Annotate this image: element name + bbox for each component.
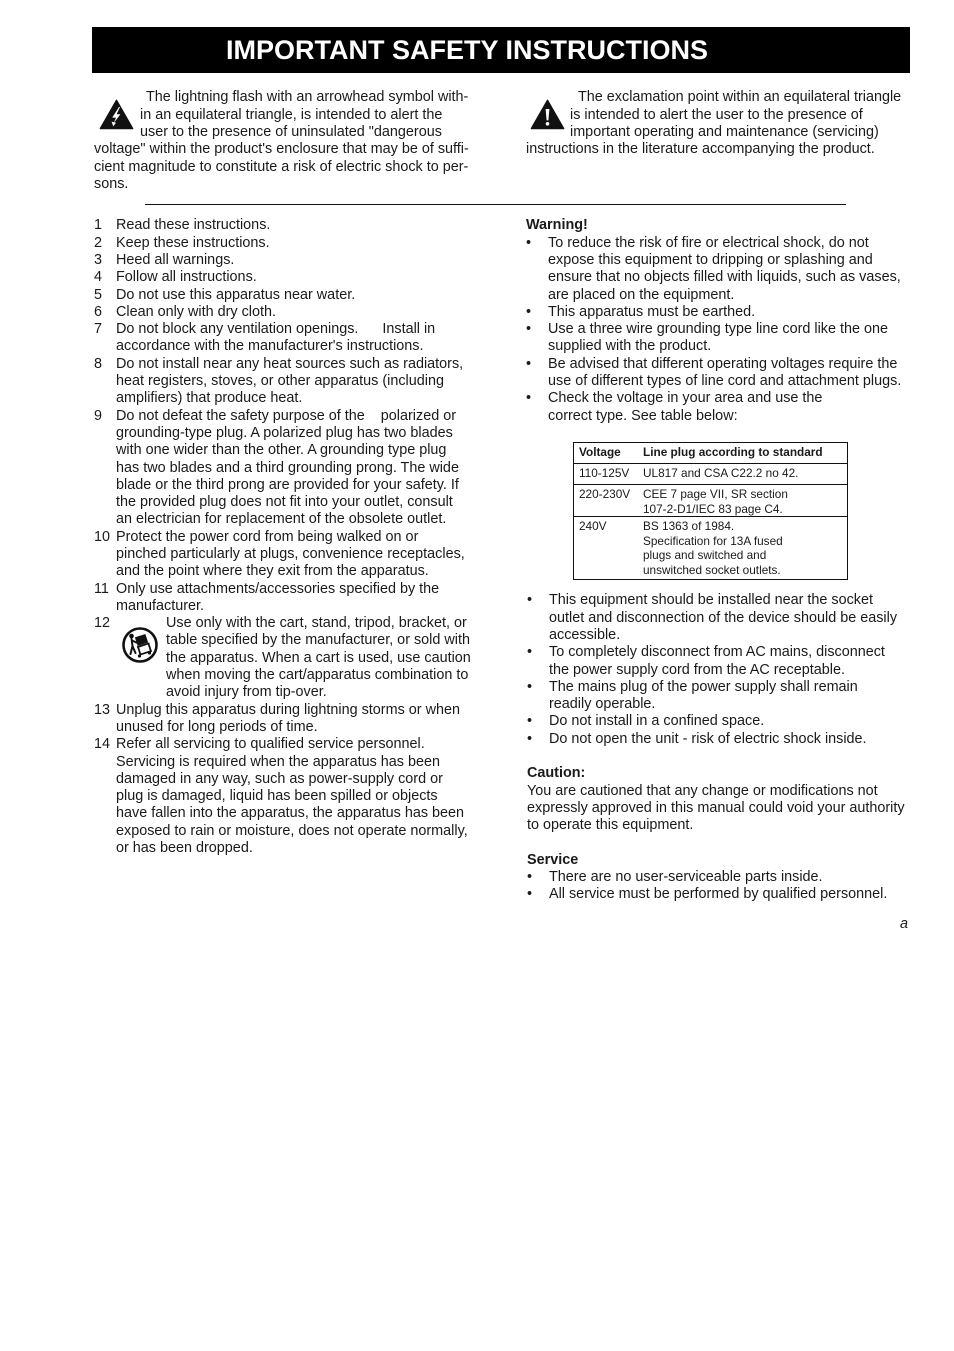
- text-line: instructions in the literature accompanying the product.: [526, 141, 875, 158]
- instruction-number: 2: [94, 234, 103, 251]
- instruction-number: 10: [94, 528, 111, 545]
- section-divider: [145, 204, 846, 205]
- instruction-item: [94, 581, 479, 616]
- text-line: correct type. See table below:: [548, 407, 738, 424]
- bullet-item: [527, 644, 922, 679]
- table-cell-plug: CEE 7 page VII, SR section: [643, 487, 788, 501]
- text-line: Servicing is required when the apparatus has been: [116, 753, 440, 770]
- service-list: [527, 869, 922, 904]
- bullet-point: •: [527, 678, 533, 695]
- instruction-number: 4: [94, 269, 103, 286]
- service-heading: Service: [527, 851, 579, 868]
- text-line: has two blades and a third grounding prong. The wide: [116, 459, 459, 476]
- bullet-item: [526, 235, 921, 304]
- table-header-plug: Line plug according to standard: [643, 445, 823, 459]
- text-line: You are cautioned that any change or modifications not: [527, 782, 878, 799]
- bullet-item: [527, 869, 922, 886]
- spacer: [527, 835, 922, 852]
- text-line: This equipment should be installed near the socket: [549, 592, 873, 609]
- text-line: voltage" within the product's enclosure that may be of suffi-: [94, 141, 469, 158]
- instruction-text: [116, 356, 479, 408]
- instruction-text: [166, 615, 479, 701]
- instruction-number: 1: [94, 217, 103, 234]
- text-line: Follow all instructions.: [116, 269, 257, 286]
- text-line: manufacturer.: [116, 597, 204, 614]
- bullet-item: [527, 713, 922, 730]
- text-line: table specified by the manufacturer, or sold with: [166, 632, 470, 649]
- text-line: readily operable.: [549, 696, 656, 713]
- text-line: Protect the power cord from being walked on or: [116, 528, 419, 545]
- lightning-symbol-paragraph: [94, 89, 484, 193]
- instruction-item: [94, 356, 479, 408]
- instruction-number: 11: [94, 580, 109, 597]
- instruction-text: [116, 702, 479, 737]
- instruction-number: 13: [94, 701, 111, 718]
- instruction-text: [116, 287, 479, 304]
- text-line: the provided plug does not fit into your outlet, consult: [116, 494, 453, 511]
- text-line: heat registers, stoves, or other apparatus (including: [116, 373, 444, 390]
- text-line: There are no user-serviceable parts inside.: [549, 869, 823, 886]
- text-line: Clean only with dry cloth.: [116, 303, 276, 320]
- instruction-text: [116, 217, 479, 234]
- bullet-point: •: [527, 592, 533, 609]
- text-line: Use only with the cart, stand, tripod, bracket, or: [166, 615, 467, 632]
- bullet-item: [526, 321, 921, 356]
- text-line: The exclamation point within an equilateral triangle: [578, 89, 902, 106]
- header-bar: [92, 27, 910, 73]
- text-line: To reduce the risk of fire or electrical shock, do not: [548, 234, 869, 251]
- text-line: when moving the cart/apparatus combination to: [166, 667, 469, 684]
- instruction-item: [94, 321, 479, 356]
- bullet-point: •: [526, 321, 532, 338]
- bullet-point: •: [527, 869, 533, 886]
- voltage-table: [573, 442, 848, 580]
- bullet-item: [526, 390, 921, 425]
- bullet-item: [527, 731, 922, 748]
- instruction-number: 3: [94, 251, 103, 268]
- text-line: use of different types of line cord and attachment plugs.: [548, 373, 902, 390]
- bullet-item: [527, 886, 922, 903]
- instruction-text: [116, 736, 479, 857]
- text-line: exposed to rain or moisture, does not operate normally,: [116, 822, 468, 839]
- text-line: This apparatus must be earthed.: [548, 303, 756, 320]
- instruction-item: [94, 615, 479, 701]
- text-line: an electrician for replacement of the obsolete outlet.: [116, 511, 447, 528]
- text-line: with one wider than the other. A grounding type plug: [116, 442, 447, 459]
- text-line: in an equilateral triangle, is intended to alert the: [140, 106, 443, 123]
- text-line: Use a three wire grounding type line cord like the one: [548, 321, 888, 338]
- instruction-number: 12: [94, 615, 111, 632]
- exclamation-symbol-paragraph: [526, 89, 916, 158]
- instruction-item: [94, 287, 479, 304]
- bullet-item: [526, 356, 921, 391]
- bullet-point: •: [526, 303, 532, 320]
- text-line: damaged in any way, such as power-supply cord or: [116, 770, 443, 787]
- text-line: The mains plug of the power supply shall remain: [549, 678, 858, 695]
- text-line: Refer all servicing to qualified service personnel.: [116, 736, 425, 753]
- instruction-item: [94, 235, 479, 252]
- text-line: Be advised that different operating voltages require the: [548, 355, 898, 372]
- table-row: [574, 517, 847, 579]
- text-line: Do not use this apparatus near water.: [116, 286, 356, 303]
- text-line: the power supply cord from the AC receptable.: [549, 661, 845, 678]
- text-line: amplifiers) that produce heat.: [116, 390, 303, 407]
- instruction-text: [116, 581, 479, 616]
- text-line: plug is damaged, liquid has been spilled or objects: [116, 788, 438, 805]
- bullet-item: [527, 679, 922, 714]
- warning-heading: Warning!: [526, 217, 588, 234]
- instruction-number: 14: [94, 736, 111, 753]
- text-line: Unplug this apparatus during lightning storms or when: [116, 701, 460, 718]
- instruction-text: [116, 304, 479, 321]
- caution-heading: Caution:: [527, 765, 586, 782]
- table-cell-voltage: 240V: [579, 519, 607, 533]
- text-line: Keep these instructions.: [116, 234, 270, 251]
- bullet-point: •: [526, 390, 532, 407]
- bullet-text: [549, 679, 922, 714]
- bullet-text: [548, 390, 921, 425]
- instruction-item: [94, 736, 479, 857]
- bullet-text: [549, 713, 922, 730]
- instruction-text: [116, 252, 479, 269]
- installation-list: [527, 592, 922, 748]
- instruction-text: [116, 408, 479, 529]
- spacer: [527, 748, 922, 765]
- bullet-text: [548, 321, 921, 356]
- instruction-item: [94, 217, 479, 234]
- bullet-point: •: [527, 644, 533, 661]
- bullet-text: [549, 886, 922, 903]
- instruction-number: 5: [94, 286, 103, 303]
- text-line: expressly approved in this manual could void your authority: [527, 799, 905, 816]
- instruction-list: [94, 217, 479, 857]
- instruction-number: 7: [94, 321, 103, 338]
- table-cell-plug: BS 1363 of 1984.: [643, 519, 735, 533]
- text-line: Do not open the unit - risk of electric shock inside.: [549, 730, 867, 747]
- text-line: user to the presence of uninsulated "dangerous: [140, 123, 442, 140]
- warning-section: [526, 217, 921, 425]
- text-line: sons.: [94, 175, 129, 192]
- instruction-item: [94, 269, 479, 286]
- instruction-text: [116, 529, 479, 581]
- text-line: the apparatus. When a cart is used, use caution: [166, 649, 471, 666]
- instruction-text: [116, 321, 479, 356]
- instruction-number: 8: [94, 355, 103, 372]
- text-line: accessible.: [549, 626, 621, 643]
- text-line: supplied with the product.: [548, 338, 712, 355]
- text-line: Check the voltage in your area and use the: [548, 390, 823, 407]
- bullet-point: •: [527, 886, 533, 903]
- text-line: accordance with the manufacturer's instructions.: [116, 338, 424, 355]
- instruction-item: [94, 304, 479, 321]
- bullet-item: [527, 592, 922, 644]
- text-line: The lightning flash with an arrowhead symbol with-: [146, 89, 469, 106]
- text-line: avoid injury from tip-over.: [166, 684, 327, 701]
- text-line: and the point where they exit from the apparatus.: [116, 563, 429, 580]
- table-cell-plug: plugs and switched and: [643, 548, 767, 563]
- text-line: ensure that no objects filled with liquids, such as vases,: [548, 269, 901, 286]
- bullet-point: •: [527, 713, 533, 730]
- instruction-text: [116, 235, 479, 252]
- text-line: Do not install in a confined space.: [549, 713, 765, 730]
- text-line: have fallen into the apparatus, the apparatus has been: [116, 805, 465, 822]
- bullet-item: [526, 304, 921, 321]
- bullet-text: [548, 304, 921, 321]
- bullet-text: [548, 235, 921, 304]
- text-line: Do not block any ventilation openings. Install in: [116, 321, 436, 338]
- bullet-point: •: [527, 730, 533, 747]
- installation-section: [527, 592, 922, 903]
- page-marker: a: [900, 916, 909, 933]
- bullet-text: [549, 731, 922, 748]
- text-line: to operate this equipment.: [527, 817, 694, 834]
- table-header-row: [574, 443, 847, 464]
- text-line: To completely disconnect from AC mains, disconnect: [549, 644, 885, 661]
- bullet-text: [548, 356, 921, 391]
- table-cell-voltage: 110-125V: [579, 466, 630, 480]
- text-line: unused for long periods of time.: [116, 718, 318, 735]
- table-row: [574, 464, 847, 485]
- text-line: expose this equipment to dripping or splashing and: [548, 251, 873, 268]
- instruction-text: [116, 269, 479, 286]
- text-line: Heed all warnings.: [116, 251, 235, 268]
- page-title: IMPORTANT SAFETY INSTRUCTIONS: [226, 35, 709, 65]
- bullet-text: [549, 869, 922, 886]
- bullet-text: [549, 644, 922, 679]
- text-line: Do not install near any heat sources such as radiators,: [116, 355, 464, 372]
- instruction-item: [94, 529, 479, 581]
- table-cell-plug: unswitched socket outlets.: [643, 562, 781, 577]
- instruction-number: 6: [94, 303, 103, 320]
- text-line: All service must be performed by qualified personnel.: [549, 886, 888, 903]
- instruction-item: [94, 408, 479, 529]
- text-line: or has been dropped.: [116, 840, 253, 857]
- instruction-number: 9: [94, 407, 103, 424]
- instruction-item: [94, 252, 479, 269]
- table-cell-voltage: 220-230V: [579, 487, 631, 501]
- text-line: Read these instructions.: [116, 217, 271, 234]
- table-cell-plug: UL817 and CSA C22.2 no 42.: [643, 466, 799, 480]
- bullet-text: [549, 592, 922, 644]
- warning-list: [526, 235, 921, 425]
- cart-tip-over-icon: [120, 624, 160, 664]
- text-line: cient magnitude to constitute a risk of electric shock to per-: [94, 158, 469, 175]
- text-line: are placed on the equipment.: [548, 286, 735, 303]
- table-cell-plug: Specification for 13A fused: [643, 533, 783, 548]
- text-line: Only use attachments/accessories specified by the: [116, 580, 440, 597]
- text-line: pinched particularly at plugs, convenience receptacles,: [116, 545, 465, 562]
- table-header-voltage: Voltage: [579, 445, 621, 459]
- bullet-point: •: [526, 355, 532, 372]
- text-line: blade or the third prong are provided for your safety. If: [116, 476, 459, 493]
- text-line: grounding-type plug. A polarized plug has two blades: [116, 424, 453, 441]
- table-cell-plug: 107-2-D1/IEC 83 page C4.: [643, 501, 783, 516]
- text-line: Do not defeat the safety purpose of the polarized or: [116, 407, 456, 424]
- caution-text: [527, 783, 922, 835]
- text-line: is intended to alert the user to the presence of: [570, 106, 863, 123]
- instruction-item: [94, 702, 479, 737]
- bullet-point: •: [526, 234, 532, 251]
- table-row: [574, 485, 847, 517]
- text-line: important operating and maintenance (servicing): [570, 123, 879, 140]
- text-line: outlet and disconnection of the device should be easily: [549, 609, 898, 626]
